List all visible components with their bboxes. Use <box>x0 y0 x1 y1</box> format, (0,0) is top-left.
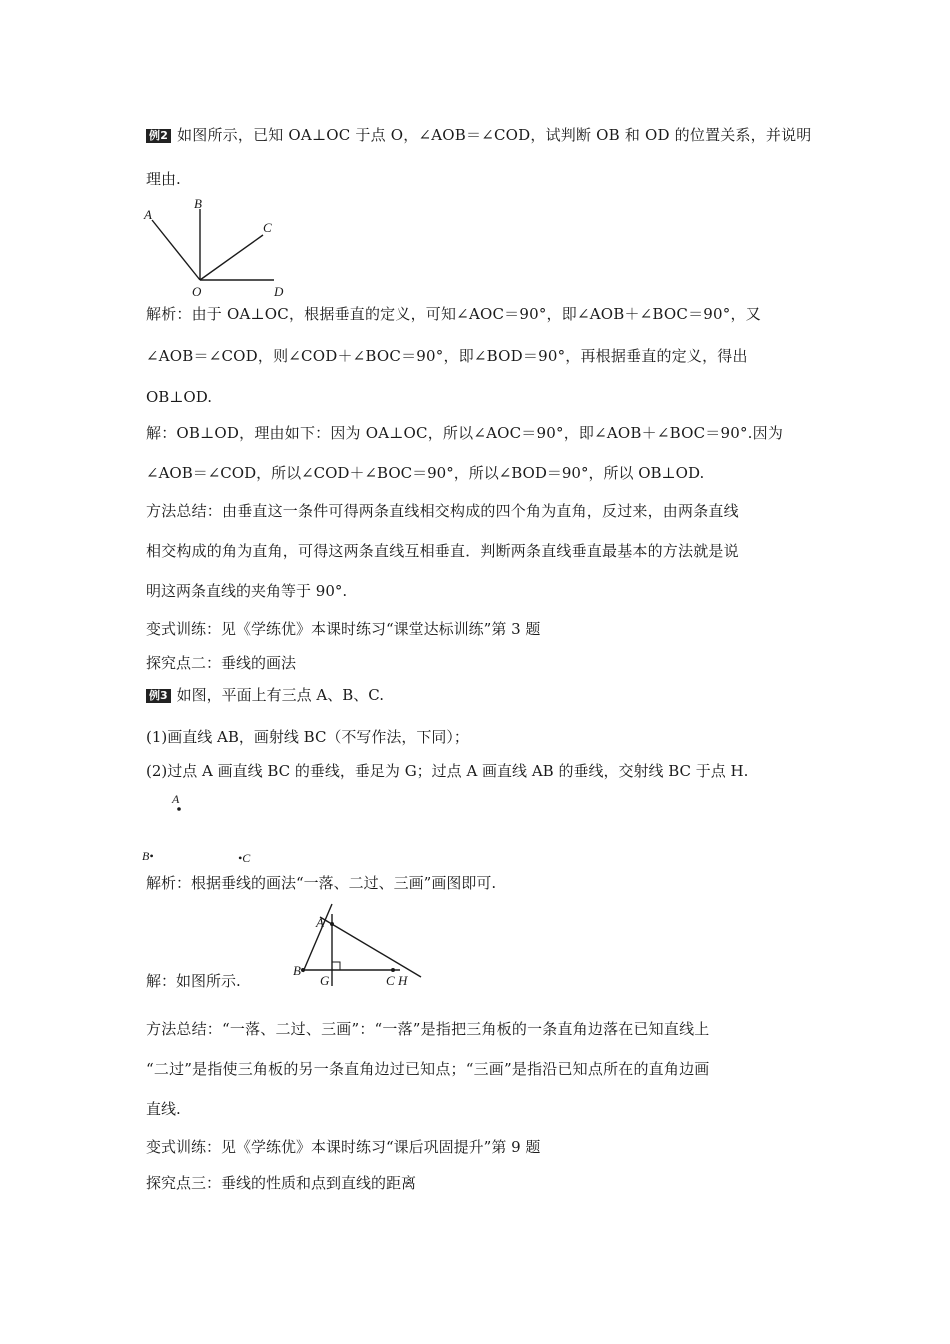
fig2-label-c: C <box>263 220 272 235</box>
example2-solution-line2: ∠AOB＝∠COD，所以∠COD＋∠BOC＝90°，所以∠BOD＝90°，所以 OB⊥OD. <box>146 464 705 482</box>
example3-variant: 变式训练：见《学练优》本课时练习“课后巩固提升”第 9 题 <box>146 1138 541 1156</box>
example3-method-line2: “二过”是指使三角板的另一条直角边过已知点；“三画”是指沿已知点所在的直角边画 <box>146 1060 710 1078</box>
point3-title: 探究点三：垂线的性质和点到直线的距离 <box>146 1174 417 1192</box>
example3-badge: 例3 <box>146 689 171 703</box>
fig2-label-b: B <box>194 196 202 211</box>
point-c-label: •C <box>238 851 251 865</box>
example2-solution-line1: 解：OB⊥OD，理由如下：因为 OA⊥OC，所以∠AOC＝90°，即∠AOB＋∠BOC＝90°.因为 <box>146 424 784 442</box>
point-a-label: A <box>172 792 180 806</box>
example3-solution: 解：如图所示. <box>146 972 241 990</box>
example2-method-line3: 明这两条直线的夹角等于 90°. <box>146 582 348 600</box>
example3-method-line3: 直线. <box>146 1100 181 1118</box>
example3-analysis: 解析：根据垂线的画法“一落、二过、三画”画图即可. <box>146 874 497 892</box>
point2-title: 探究点二：垂线的画法 <box>146 654 297 672</box>
example2-analysis-line2: ∠AOB＝∠COD，则∠COD＋∠BOC＝90°，即∠BOD＝90°，再根据垂直的定义，得出 <box>146 347 748 365</box>
point-b-label: B• <box>142 849 154 863</box>
fig2-label-d: D <box>274 284 284 299</box>
fig3-label-c: C <box>386 973 395 988</box>
example3-points-figure <box>140 790 280 870</box>
example2-analysis-line3: OB⊥OD. <box>146 388 212 406</box>
example2-variant: 变式训练：见《学练优》本课时练习“课堂达标训练”第 3 题 <box>146 620 541 638</box>
fig3-label-h: H <box>398 973 408 988</box>
example3-question-line1: 例3 如图，平面上有三点 A、B、C. <box>146 686 384 704</box>
point-a-dot <box>177 807 181 811</box>
example2-question-line2: 理由. <box>146 170 181 188</box>
example3-question-line3: (2)过点 A 画直线 BC 的垂线，垂足为 G；过点 A 画直线 AB 的垂线，交射线 BC 于点 H. <box>146 762 749 780</box>
example3-question-line2: (1)画直线 AB，画射线 BC（不写作法，下同）； <box>146 728 469 746</box>
example2-method-line1: 方法总结：由垂直这一条件可得两条直线相交构成的四个角为直角，反过来，由两条直线 <box>146 502 739 520</box>
example2-badge: 例2 <box>146 129 171 143</box>
fig3-label-b: B <box>293 963 301 978</box>
example2-method-line2: 相交构成的角为直角，可得这两条直线互相垂直．判断两条直线垂直最基本的方法就是说 <box>146 542 739 560</box>
example2-analysis-line1: 解析：由于 OA⊥OC，根据垂直的定义，可知∠AOC＝90°，即∠AOB＋∠BOC＝90°，又 <box>146 305 761 323</box>
fig3-label-a: A <box>316 915 324 930</box>
fig3-label-g: G <box>320 973 330 988</box>
example3-answer-figure <box>290 900 430 990</box>
example2-question-line1: 例2 如图所示，已知 OA⊥OC 于点 O，∠AOB＝∠COD，试判断 OB 和 OD 的位置关系，并说明 <box>146 126 811 144</box>
fig2-label-a: A <box>144 207 152 222</box>
fig2-label-o: O <box>192 284 202 299</box>
example3-method-line1: 方法总结：“一落、二过、三画”：“一落”是指把三角板的一条直角边落在已知直线上 <box>146 1020 710 1038</box>
example2-figure <box>140 195 300 300</box>
